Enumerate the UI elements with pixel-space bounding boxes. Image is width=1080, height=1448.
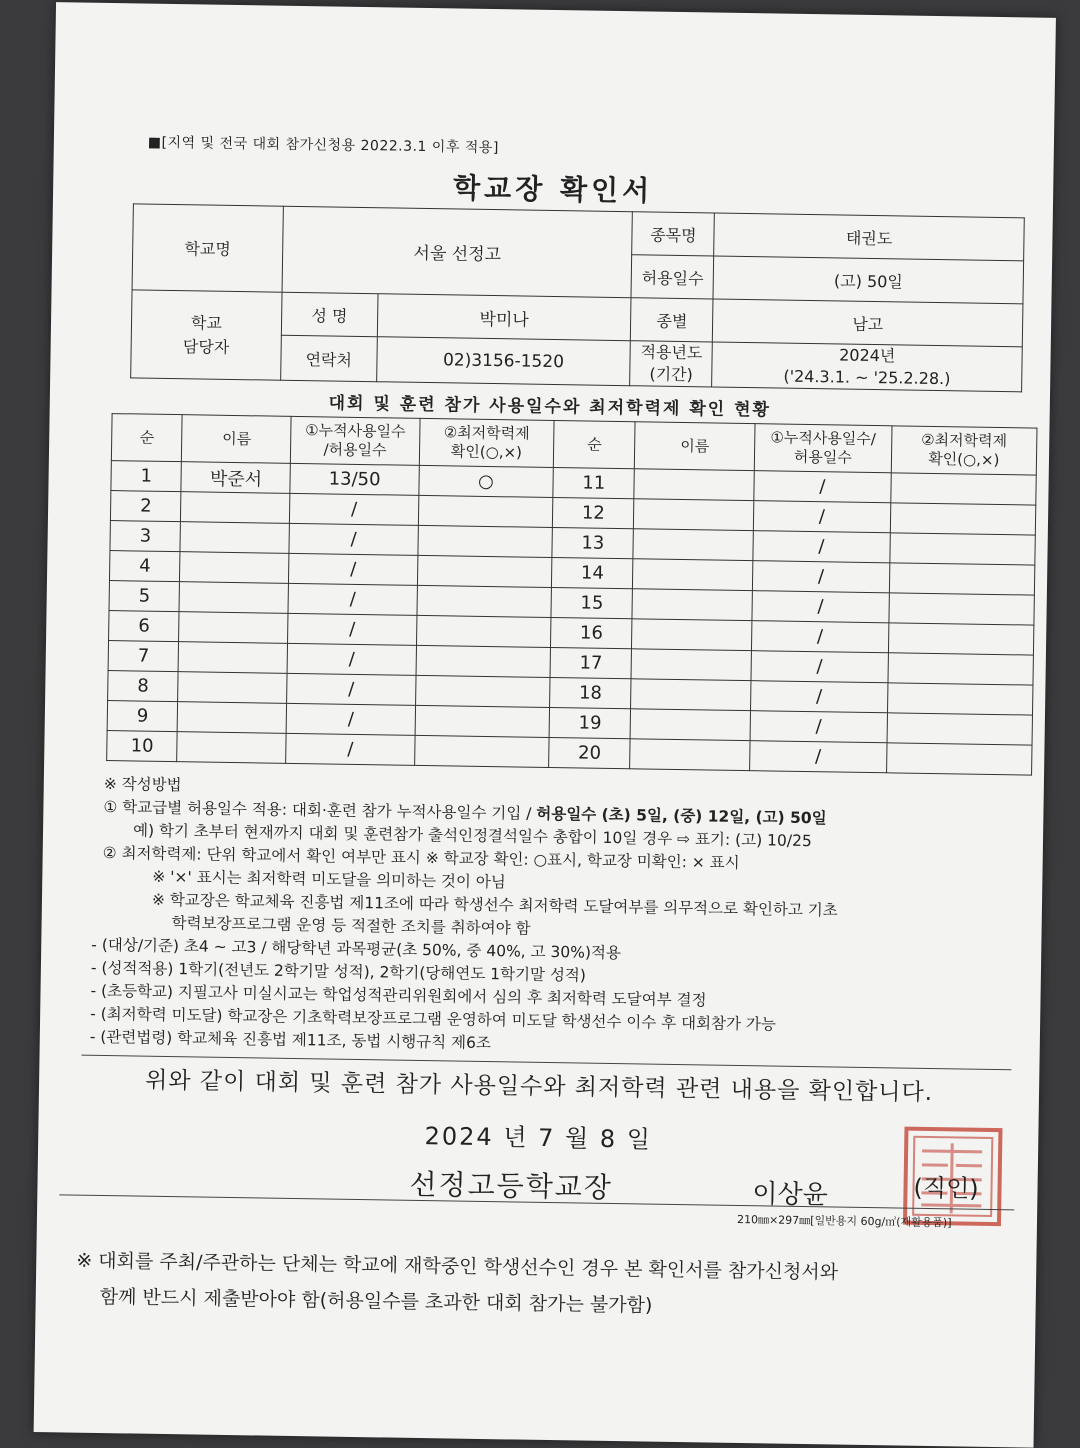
header-min-right-line1: ②최저학력제 (921, 430, 1008, 451)
period-value: ('24.3.1. ~ '25.2.28.) (783, 366, 951, 389)
header-days-line2: /허용일수 (323, 440, 387, 460)
row-name-right (632, 589, 752, 621)
row-name (178, 672, 287, 704)
row-check-right (888, 623, 1034, 655)
info-table (130, 203, 1025, 392)
row-check (415, 705, 550, 737)
year-label-line1: 적용년도 (640, 342, 703, 363)
row-days-right: / (753, 501, 890, 533)
paper-spec: 210㎜×297㎜[일반용지 60g/㎡(재활용품)] (736, 1212, 952, 1230)
principal-name: 이상윤 (752, 1179, 829, 1211)
gender-value: 남고 (713, 299, 1023, 347)
row-days-right: / (750, 741, 887, 773)
header-name-right: 이름 (635, 422, 755, 471)
header-min-line2: 확인(○,×) (450, 442, 523, 462)
row-check (414, 735, 549, 767)
confirmation-date: 2024 년 7 월 8 일 (424, 1122, 653, 1154)
header-days-right-line2: 허용일수 (793, 447, 852, 467)
year-value-cell (712, 342, 1022, 392)
header-min-right-line2: 확인(○,×) (928, 449, 1000, 470)
contact-person-label: 학교 담당자 (131, 290, 282, 380)
document-paper (34, 2, 1056, 1448)
note-1a-bold: 허용일수 (초) 5일, (중) 12일, (고) 50일 (536, 804, 827, 828)
note-1b: 예) 학기 초부터 현재까지 대회 및 훈련참가 출석인정결석일수 총합이 10일 경우 ⇨ 표기: (고) 10/25 (132, 821, 812, 851)
row-name-right (633, 529, 753, 561)
allowed-days-value: (고) 50일 (713, 256, 1023, 304)
sport-label: 종목명 (632, 212, 715, 256)
year-label (630, 341, 713, 387)
note-d3: - (초등학교) 지필고사 미실시교는 학업성적관리위원회에서 심의 후 최저학력 도달여부 결정 (90, 981, 707, 1010)
row-days: / (287, 673, 416, 705)
row-days: / (287, 703, 416, 735)
header-no: 순 (111, 414, 182, 462)
row-no: 1 (111, 461, 182, 492)
row-no: 9 (107, 701, 178, 732)
note-1a-text: ① 학교급별 허용일수 적용: 대회·훈련 참가 누적사용일수 기입 / (103, 797, 537, 823)
row-days: / (287, 643, 416, 675)
header-min-line1: ②최저학력제 (443, 423, 530, 443)
header-min-right (891, 426, 1037, 475)
school-principal-title: 선정고등학교장 (409, 1167, 614, 1205)
row-name (177, 732, 286, 764)
name-label: 성 명 (281, 292, 378, 337)
phone-label: 연락처 (280, 335, 377, 382)
row-name (181, 492, 290, 524)
row-check-right (889, 563, 1035, 595)
row-check (417, 585, 552, 617)
row-days-right: / (750, 711, 887, 743)
row-name (180, 522, 289, 554)
header-min (419, 418, 554, 467)
row-check-right (890, 503, 1036, 535)
row-days-right: / (754, 471, 891, 503)
header-days-right (754, 424, 891, 473)
row-days-right: / (751, 621, 888, 653)
note-2: ② 최저학력제: 단위 학교에서 확인 여부만 표시 ※ 학교장 확인: ○표시, 학교장 미확인: × 표시 (102, 843, 740, 872)
note-2a: ※ '×' 표시는 최저학력 미도달을 의미하는 것이 아님 (152, 867, 506, 892)
school-label: 학교명 (132, 204, 283, 292)
note-d1: - (대상/기준) 초4 ~ 고3 / 해당학년 과목평균(초 50%, 중 40%, 고 30%)적용 (91, 935, 622, 963)
row-check-right (887, 713, 1033, 745)
allowed-days-label: 허용일수 (631, 255, 714, 299)
note-d5: - (관련법령) 학교체육 진흥법 제11조, 동법 시행규칙 제6조 (89, 1027, 492, 1053)
header-days (291, 416, 420, 465)
status-table (106, 413, 1037, 776)
note-d4: - (최저학력 미도달) 학교장은 기초학력보장프로그램 운영하여 미도달 학생선수 이수 후 대회참가 가능 (90, 1004, 777, 1034)
row-check (415, 675, 550, 707)
row-name-right (634, 469, 754, 501)
form-note: ■[지역 및 전국 대회 참가신청용 2022.3.1 이후 적용] (147, 134, 499, 157)
row-days: / (288, 583, 417, 615)
row-no: 5 (109, 581, 180, 612)
sport-value: 태권도 (714, 213, 1024, 261)
row-no-right: 12 (553, 498, 635, 529)
row-check-right (888, 653, 1034, 685)
note-d2: - (성적적용) 1학기(전년도 2학기말 성적), 2학기(당해연도 1학기말 성적) (90, 958, 587, 985)
row-no-right: 14 (552, 558, 634, 589)
status-subtitle: 대회 및 훈련 참가 사용일수와 최저학력제 확인 현황 (328, 393, 772, 421)
row-name (179, 642, 288, 674)
row-days-right: / (751, 651, 888, 683)
row-name-right (631, 649, 751, 681)
row-check (416, 615, 551, 647)
row-days: / (286, 733, 415, 765)
row-days-right: / (752, 591, 889, 623)
row-no: 4 (109, 551, 180, 582)
row-name-right (631, 679, 751, 711)
row-name (178, 702, 287, 734)
row-name-right (630, 709, 750, 741)
row-check (416, 645, 551, 677)
row-days: / (289, 553, 418, 585)
row-no-right: 11 (553, 468, 635, 499)
name-value: 박미나 (377, 294, 631, 341)
header-days-line1: ①누적사용일수 (305, 421, 406, 441)
row-name-right (630, 739, 750, 771)
row-no: 6 (109, 611, 180, 642)
row-days-right: / (750, 681, 887, 713)
row-name-right (633, 559, 753, 591)
row-no: 2 (110, 491, 181, 522)
row-check-right (887, 683, 1033, 715)
footnote-line2: 함께 반드시 제출받아야 함(허용일수를 초과한 대회 참가는 불가함) (99, 1285, 653, 1317)
row-no-right: 17 (550, 647, 632, 678)
notes-heading: ※ 작성방법 (103, 774, 182, 795)
phone-value: 02)3156-1520 (376, 337, 630, 386)
row-check-right (890, 533, 1036, 565)
row-check-right (886, 743, 1032, 775)
header-no-right: 순 (553, 421, 635, 469)
row-no: 8 (108, 671, 179, 702)
row-days: / (289, 523, 418, 555)
row-no: 10 (107, 731, 178, 762)
footnote (75, 1243, 996, 1329)
row-days: / (288, 613, 417, 645)
row-check (417, 555, 552, 587)
seal-label: (직인) (913, 1173, 979, 1203)
row-name-right (634, 499, 754, 531)
row-no-right: 18 (550, 677, 632, 708)
row-check-right (889, 593, 1035, 625)
row-no-right: 15 (551, 588, 633, 619)
header-days-right-line1: ①누적사용일수/ (770, 428, 876, 449)
header-name: 이름 (182, 415, 292, 464)
row-check-right (890, 473, 1036, 505)
row-no-right: 13 (552, 528, 634, 559)
year-label-line2: (기간) (649, 364, 694, 385)
row-days-right: / (753, 531, 890, 563)
row-check (418, 525, 553, 557)
school-value: 서울 선정고 (282, 206, 633, 297)
row-no-right: 16 (551, 617, 633, 648)
instructions (90, 773, 1024, 1064)
gender-label: 종별 (631, 298, 714, 342)
row-name-right (632, 619, 752, 651)
document-title: 학교장 확인서 (452, 171, 654, 208)
note-2c: 학력보장프로그램 운영 등 적절한 조치를 취하여야 함 (171, 914, 531, 938)
row-no: 3 (110, 521, 181, 552)
row-name (179, 612, 288, 644)
row-name: 박준서 (181, 462, 290, 494)
row-days: 13/50 (290, 463, 419, 495)
row-name (179, 582, 288, 614)
row-days: / (290, 493, 419, 525)
row-name (180, 552, 289, 584)
note-2b: ※ 학교장은 학교체육 진흥법 제11조에 따라 학생선수 최저학력 도달여부를 의무적으로 확인하고 기초 (151, 890, 838, 920)
confirmation-statement: 위와 같이 대회 및 훈련 참가 사용일수와 최저학력 관련 내용을 확인합니다. (144, 1067, 934, 1107)
row-no: 7 (108, 641, 179, 672)
year-value: 2024년 (839, 345, 896, 366)
row-check (418, 495, 553, 527)
row-no-right: 19 (549, 707, 631, 738)
row-days-right: / (752, 561, 889, 593)
row-no-right: 20 (549, 737, 631, 768)
row-check: ○ (418, 465, 553, 497)
footnote-line1: ※ 대회를 주최/주관하는 단체는 학교에 재학중인 학생선수인 경우 본 확인서를 참가신청서와 (76, 1249, 839, 1284)
